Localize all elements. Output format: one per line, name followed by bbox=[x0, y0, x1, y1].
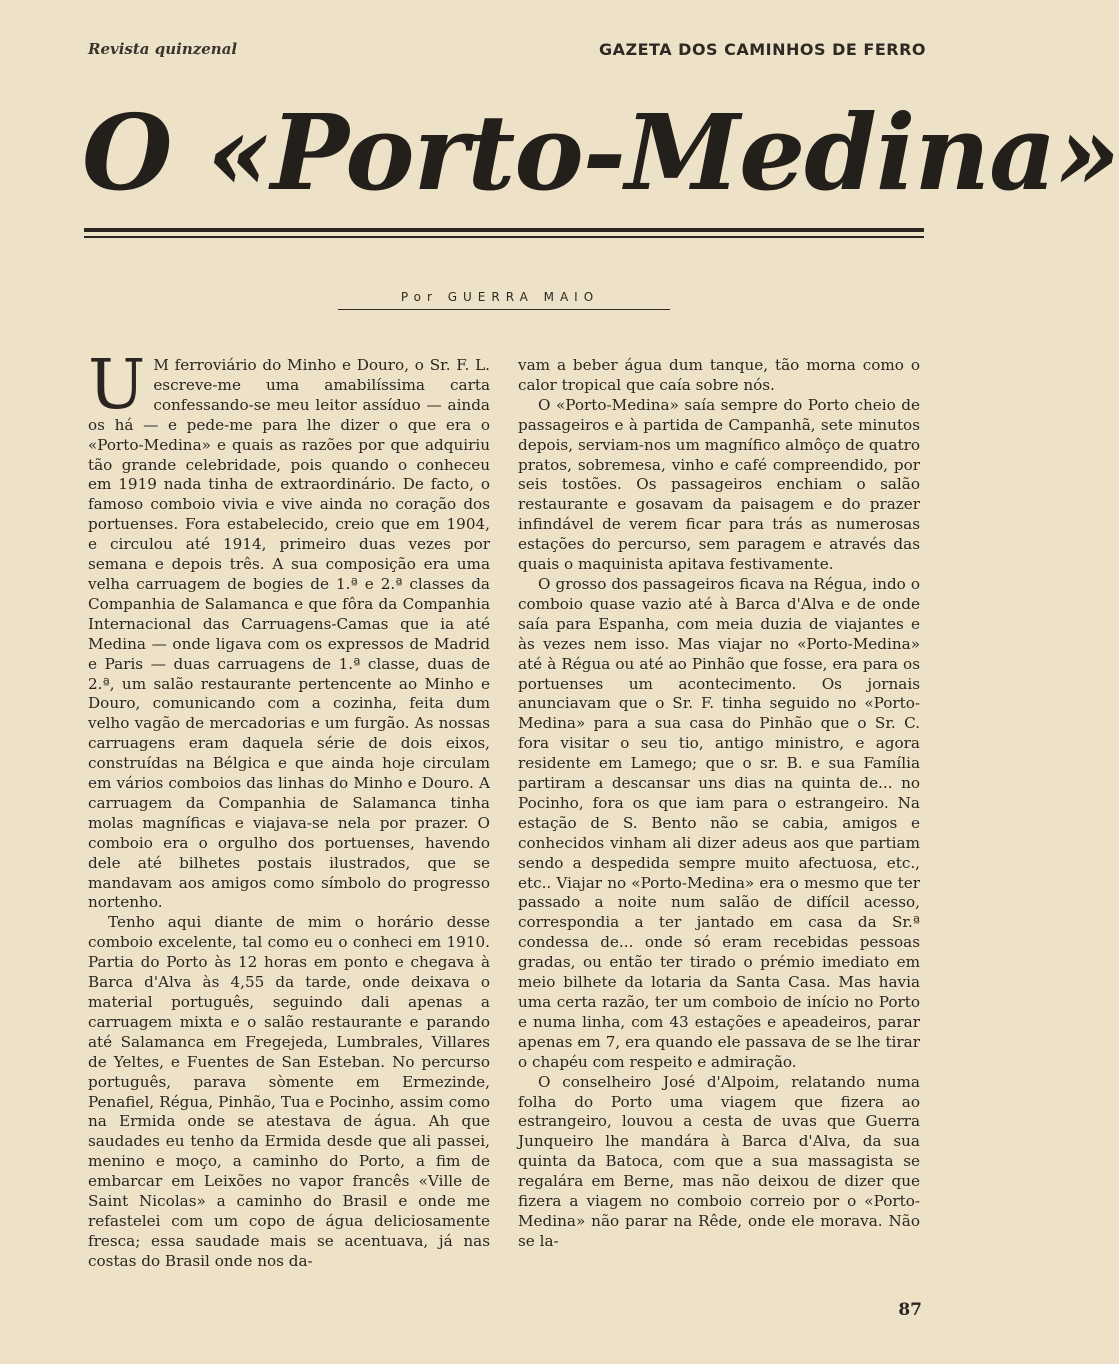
article-title: O «Porto-Medina» bbox=[82, 91, 1119, 214]
paragraph: Tenho aqui diante de mim o horário desse comboio excelente, tal como eu o conheci em 1910. Partia do Porto às 12 horas em ponto e chegava à Barca d'Alva às 4,55 da tarde, onde deixava o material português, seguindo dali apenas a carruagem mixta e o salão restaurante e parando até Salamanca em Fregejeda, Lumbrales, Villares de Yeltes, e Fuentes de San Esteban. No percurso português, parava sòmente em Ermezinde, Penafiel, Régua, Pinhão, Tua e Pocinho, assim como na Ermida onde se atestava de água. Ah que saudades eu tenho da Ermida desde que ali passei, menino e moço, a caminho do Porto, a fim de embarcar em Leixões no vapor francês «Ville de Saint Nicolas» a caminho do Brasil e onde me refastelei com um copo de água deliciosamente fresca; essa saudade mais se acentuava, já nas costas do Brasil onde nos da- bbox=[88, 913, 490, 1270]
paragraph bbox=[88, 346, 490, 913]
paragraph: O grosso dos passageiros ficava na Régua, indo o comboio quase vazio até à Barca d'Alva e de onde saía para Espanha, com meia duzia de viajantes e às vezes nem isso. Mas viajar no «Porto-Medina» até à Régua ou até ao Pinhão que fosse, era para os portuenses um acontecimento. Os jornais anunciavam que o Sr. F. tinha seguido no «Porto-Medina» para a sua casa do Pinhão que o Sr. C. fora visitar o seu tio, antigo ministro, e agora residente em Lamego; que o sr. B. e sua Família partiram a descansar uns dias na quinta de... no Pocinho, fora os que iam para o estrangeiro. Na estação de S. Bento não se cabia, amigos e conhecidos vinham ali dizer adeus aos que partiam sendo a despedida sempre muito afectuosa, etc., etc.. Viajar no «Porto-Medina» era o mesmo que ter passado a noite num salão de difícil acesso, correspondia a ter jantado em casa da Sr.ª condessa de... onde só eram recebidas pessoas gradas, ou então ter tirado o prémio imediato em meio bilhete da lotaria da Santa Casa. Mas havia uma certa razão, ter um comboio de início no Porto e numa linha, com 43 estações e apeadeiros, parar apenas em 7, era quando ele passava de se lhe tirar o chapéu com respeito e admiração. bbox=[518, 574, 920, 1071]
byline: Por GUERRA MAIO bbox=[400, 290, 600, 304]
right-column bbox=[518, 356, 920, 1252]
magazine-title: GAZETA DOS CAMINHOS DE FERRO bbox=[598, 40, 926, 59]
paragraph: vam a beber água dum tanque, tão morna como o calor tropical que caía sobre nós. bbox=[518, 356, 920, 394]
drop-cap: U bbox=[88, 346, 146, 425]
paragraph: O conselheiro José d'Alpoim, relatando numa folha do Porto uma viagem que fizera ao estrangeiro, louvou a cesta de uvas que Guerra Junqueiro lhe mandára à Barca d'Alva, da sua quinta da Batoca, com que a sua massagista se regalára em Berne, mas não deixou de dizer que fizera a viagem no comboio correio por o «Porto-Medina» não parar na Rêde, onde ele morava. Não se la- bbox=[518, 1072, 920, 1250]
page-number: 87 bbox=[898, 1300, 922, 1320]
byline-rule bbox=[338, 309, 670, 310]
title-rule-thin bbox=[84, 236, 924, 238]
title-rule-thick bbox=[84, 228, 924, 232]
paragraph-text: M ferroviário do Minho e Douro, o Sr. F. L. escreve-me uma amabilíssima carta confessando-se meu leitor assíduo — ainda os há — e pede-me para lhe dizer o que era o «Porto-Medina» e quais as razões por que adquiriu tão grande celebridade, pois quando o conheceu em 1919 nada tinha de extraordinário. De facto, o famoso comboio vivia e vive ainda no coração dos portuenses. Fora estabelecido, creio que em 1904, e circulou até 1914, primeiro duas vezes por semana e depois três. A sua composição era uma velha carruagem de bogies de 1.ª e 2.ª classes da Companhia de Salamanca e que fôra da Companhia Internacional das Carruagens-Camas que ia até Medina — onde ligava com os expressos de Madrid e Paris — duas carruagens de 1.ª classe, duas de 2.ª, um salão restaurante pertencente ao Minho e Douro, comunicando com a cozinha, feita dum velho vagão de mercadorias e um furgão. As nossas carruagens eram daquela série de dois eixos, construídas na Bélgica e que ainda hoje circulam em vários comboios das linhas do Minho e Douro. A carruagem da Companhia de Salamanca tinha molas magníficas e viajava-se nela por prazer. O comboio era o orgulho dos portuenses, havendo dele até bilhetes postais ilustrados, que se mandavam aos amigos como símbolo do progresso nortenho. bbox=[88, 356, 490, 912]
paragraph: O «Porto-Medina» saía sempre do Porto cheio de passageiros e à partida de Campanhã, sete minutos depois, serviam-nos um magnífico almôço de quatro pratos, sobremesa, vinho e café compreendido, por seis tostões. Os passageiros enchiam o salão restaurante e gosavam da paisagem e do prazer infindável de verem ficar para trás as numerosas estações do percurso, sem paragem e através das quais o maquinista apitava festivamente. bbox=[518, 395, 920, 574]
magazine-periodicity: Revista quinzenal bbox=[88, 40, 238, 58]
left-column bbox=[88, 346, 490, 1272]
